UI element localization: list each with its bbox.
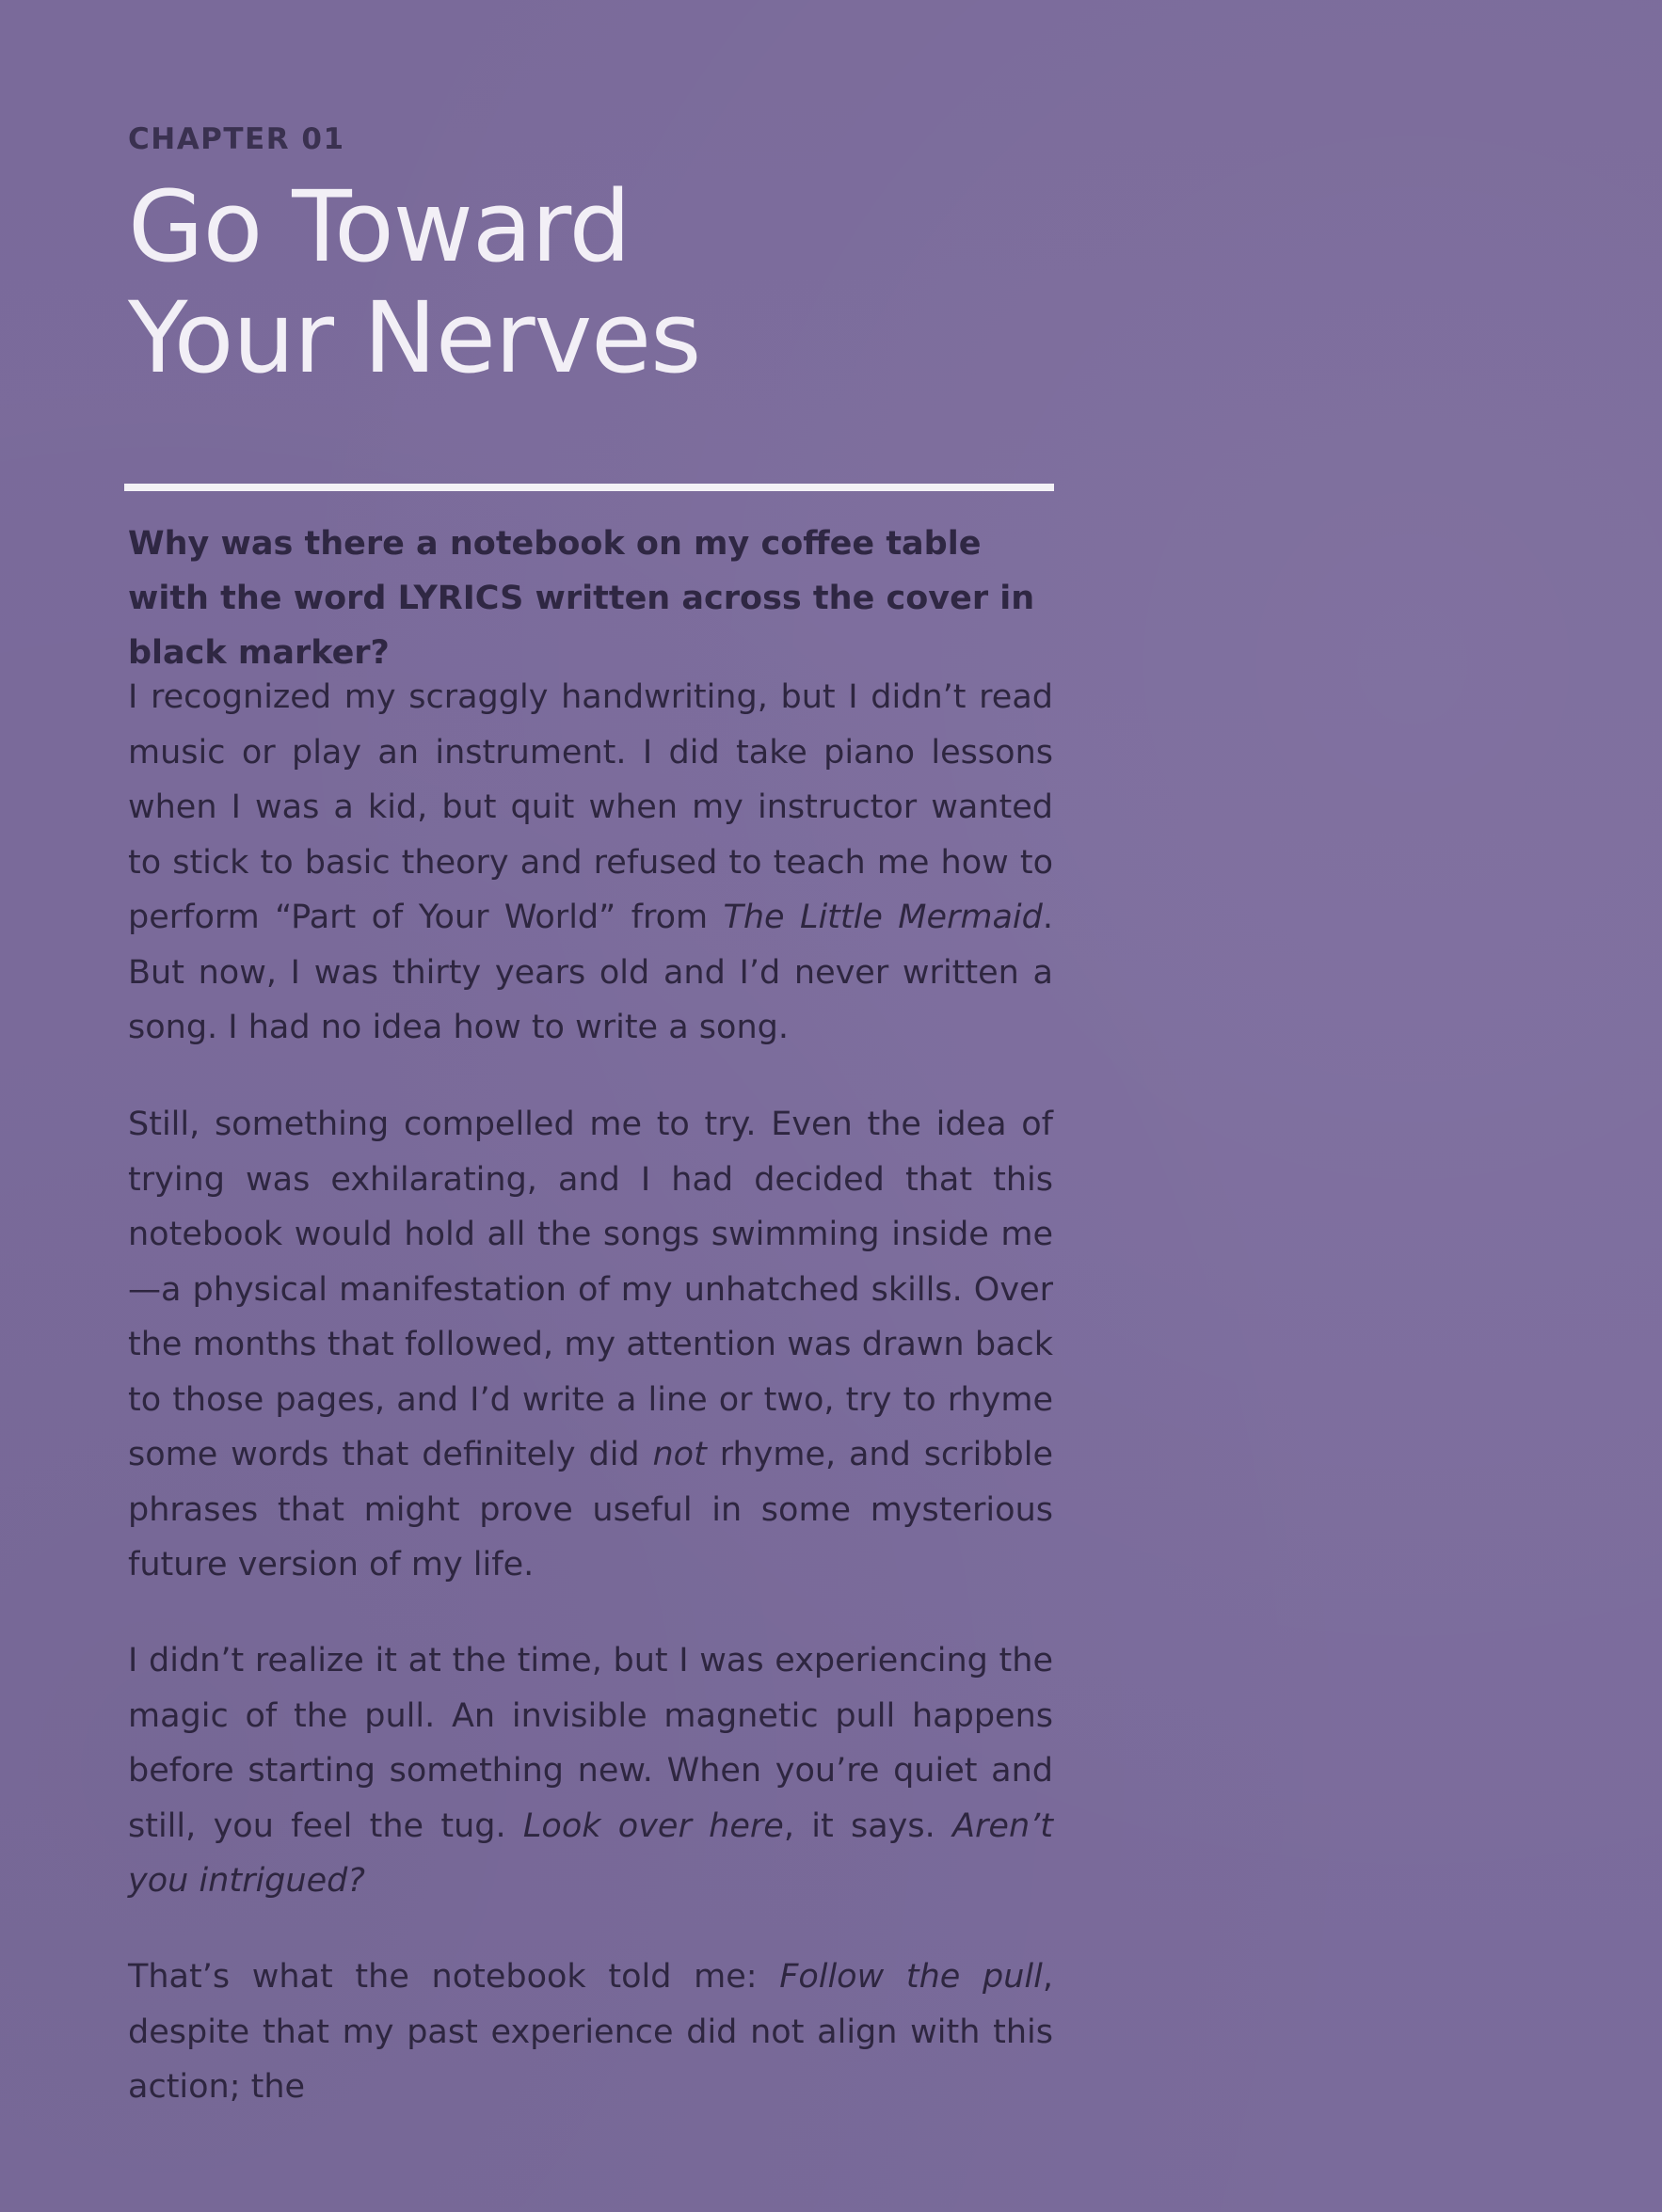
paragraph-4 [128, 1949, 1053, 2115]
paragraph-2-text-a: Still, something compelled me to try. Even the idea of trying was exhilarating, and I had decided that this notebook would hold all the songs swimming inside me—a physical manifestation of my unhatched skills. Over the months that followed, my attention was drawn back to those pages, and I’d write a line or two, try to rhyme some words that definitely did [128, 1106, 1053, 1473]
paragraph-2-text-b: rhyme, and scribble phrases that might prove useful in some mysterious future version of my life. [128, 1436, 1053, 1583]
chapter-title-line-2: Your Nerves [128, 280, 701, 395]
lead-question: Why was there a notebook on my coffee table with the word LYRICS written across the cover in black marker? [128, 525, 1035, 672]
paragraph-2-italic-word: not [652, 1436, 707, 1473]
paragraph-1 [128, 670, 1053, 1056]
paragraph-4-text-b: , despite that my past experience did not align with this action; the [128, 1958, 1053, 2106]
paragraph-1-italic-title: The Little Mermaid [723, 899, 1043, 936]
paragraph-1-text-a: I recognized my scraggly handwriting, but I didn’t read music or play an instrument. I did take piano lessons when I was a kid, but quit when my instructor wanted to stick to basic theory and refused to teach me how to perform “Part of Your World” from [128, 678, 1053, 936]
paragraph-3 [128, 1633, 1053, 1909]
paragraph-4-text-a: That’s what the notebook told me: [128, 1958, 780, 1996]
title-divider [124, 484, 1054, 491]
chapter-label: CHAPTER 01 [128, 122, 345, 156]
paragraph-3-text-a: I didn’t realize it at the time, but I was experiencing the magic of the pull. An invisible magnetic pull happens before starting something new. When you’re quiet and still, you feel the tug. [128, 1642, 1053, 1845]
paragraph-3-italic-2: Aren’t you intrigued? [128, 1806, 1053, 1900]
paragraph-3-italic-1: Look over here [522, 1806, 784, 1845]
chapter-heading [128, 120, 1053, 393]
paragraph-4-italic: Follow the pull [779, 1958, 1043, 1996]
paragraph-3-text-b: , it says. [783, 1806, 953, 1845]
chapter-title-line-1: Go Toward [128, 169, 631, 284]
chapter-title [128, 171, 1053, 393]
paragraph-1-text-b: . But now, I was thirty years old and I’d never written a song. I had no idea how to write a song. [128, 899, 1053, 1046]
paragraph-2 [128, 1097, 1053, 1593]
